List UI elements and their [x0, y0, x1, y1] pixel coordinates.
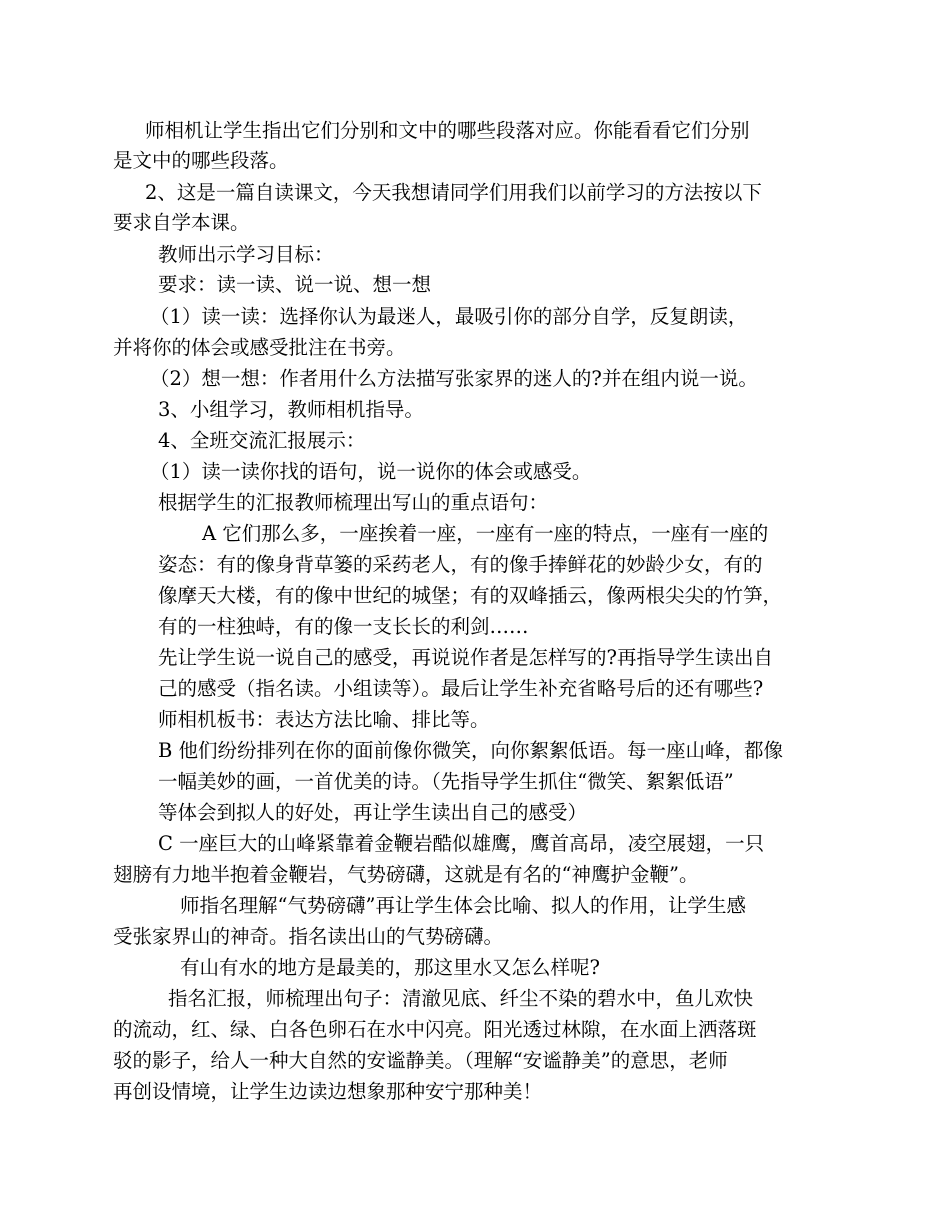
text-line: B 他们纷纷排列在你的面前像你微笑，向你絮絮低语。每一座山峰，都像 — [158, 739, 784, 762]
text-line: 像摩天大楼，有的像中世纪的城堡；有的双峰插云，像两根尖尖的竹笋， — [158, 584, 783, 607]
text-line: 的流动，红、绿、白各色卵石在水中闪亮。阳光透过林隙，在水面上洒落斑 — [113, 1018, 757, 1041]
text-line: 根据学生的汇报教师梳理出写山的重点语句： — [158, 491, 549, 514]
text-line: （1）读一读：选择你认为最迷人，最吸引你的部分自学，反复朗读， — [150, 305, 748, 328]
text-line: 己的感受（指名读。小组读等）。最后让学生补充省略号后的还有哪些? — [158, 677, 764, 700]
text-line: 3、小组学习，教师相机指导。 — [158, 398, 424, 421]
text-line: 受张家界山的神奇。指名读出山的气势磅礴。 — [113, 925, 504, 948]
text-line: 一幅美妙的画，一首优美的诗。（先指导学生抓住“微笑、絮絮低语” — [158, 770, 734, 793]
text-line: 要求：读一读、说一说、想一想 — [158, 273, 432, 296]
text-line: 再创设情境，让学生边读边想象那种安宁那种美！ — [113, 1080, 543, 1103]
text-line: 要求自学本课。 — [113, 211, 250, 234]
text-line: 驳的影子，给人一种大自然的安谧静美。（理解“安谧静美”的意思，老师 — [113, 1049, 728, 1072]
text-line: 师指名理解“气势磅礴”再让学生体会比喻、拟人的作用，让学生感 — [180, 894, 746, 917]
text-line: 是文中的哪些段落。 — [113, 149, 289, 172]
text-line: 先让学生说一说自己的感受，再说说作者是怎样写的?再指导学生读出自 — [158, 646, 773, 669]
text-line: 姿态：有的像身背草篓的采药老人，有的像手捧鲜花的妙龄少女，有的 — [158, 553, 763, 576]
text-line: 有的一柱独峙，有的像一支长长的利剑…… — [158, 615, 529, 638]
text-line: （2）想一想：作者用什么方法描写张家界的迷人的?并在组内说一说。 — [150, 367, 758, 390]
text-line: 教师出示学习目标： — [158, 243, 334, 266]
text-line: A 它们那么多，一座挨着一座，一座有一座的特点，一座有一座的 — [202, 522, 769, 545]
text-line: 2、这是一篇自读课文，今天我想请同学们用我们以前学习的方法按以下 — [145, 181, 762, 204]
text-line: C 一座巨大的山峰紧靠着金鞭岩酷似雄鹰，鹰首高昂，凌空展翅，一只 — [158, 832, 765, 855]
text-line: 师相机让学生指出它们分别和文中的哪些段落对应。你能看看它们分别 — [145, 119, 750, 142]
text-line: （1）读一读你找的语句，说一说你的体会或感受。 — [150, 460, 592, 483]
text-line: 师相机板书：表达方法比喻、排比等。 — [158, 708, 490, 731]
text-line: 并将你的体会或感受批注在书旁。 — [113, 336, 406, 359]
text-line: 指名汇报，师梳理出句子：清澈见底、纤尘不染的碧水中，鱼儿欢快 — [168, 987, 754, 1010]
text-line: 有山有水的地方是最美的，那这里水又怎么样呢? — [180, 956, 600, 979]
text-line: 4、全班交流汇报展示： — [158, 429, 366, 452]
text-line: 等体会到拟人的好处，再让学生读出自己的感受） — [158, 801, 588, 824]
text-line: 翅膀有力地半抱着金鞭岩，气势磅礴，这就是有名的“神鹰护金鞭”。 — [113, 863, 699, 886]
